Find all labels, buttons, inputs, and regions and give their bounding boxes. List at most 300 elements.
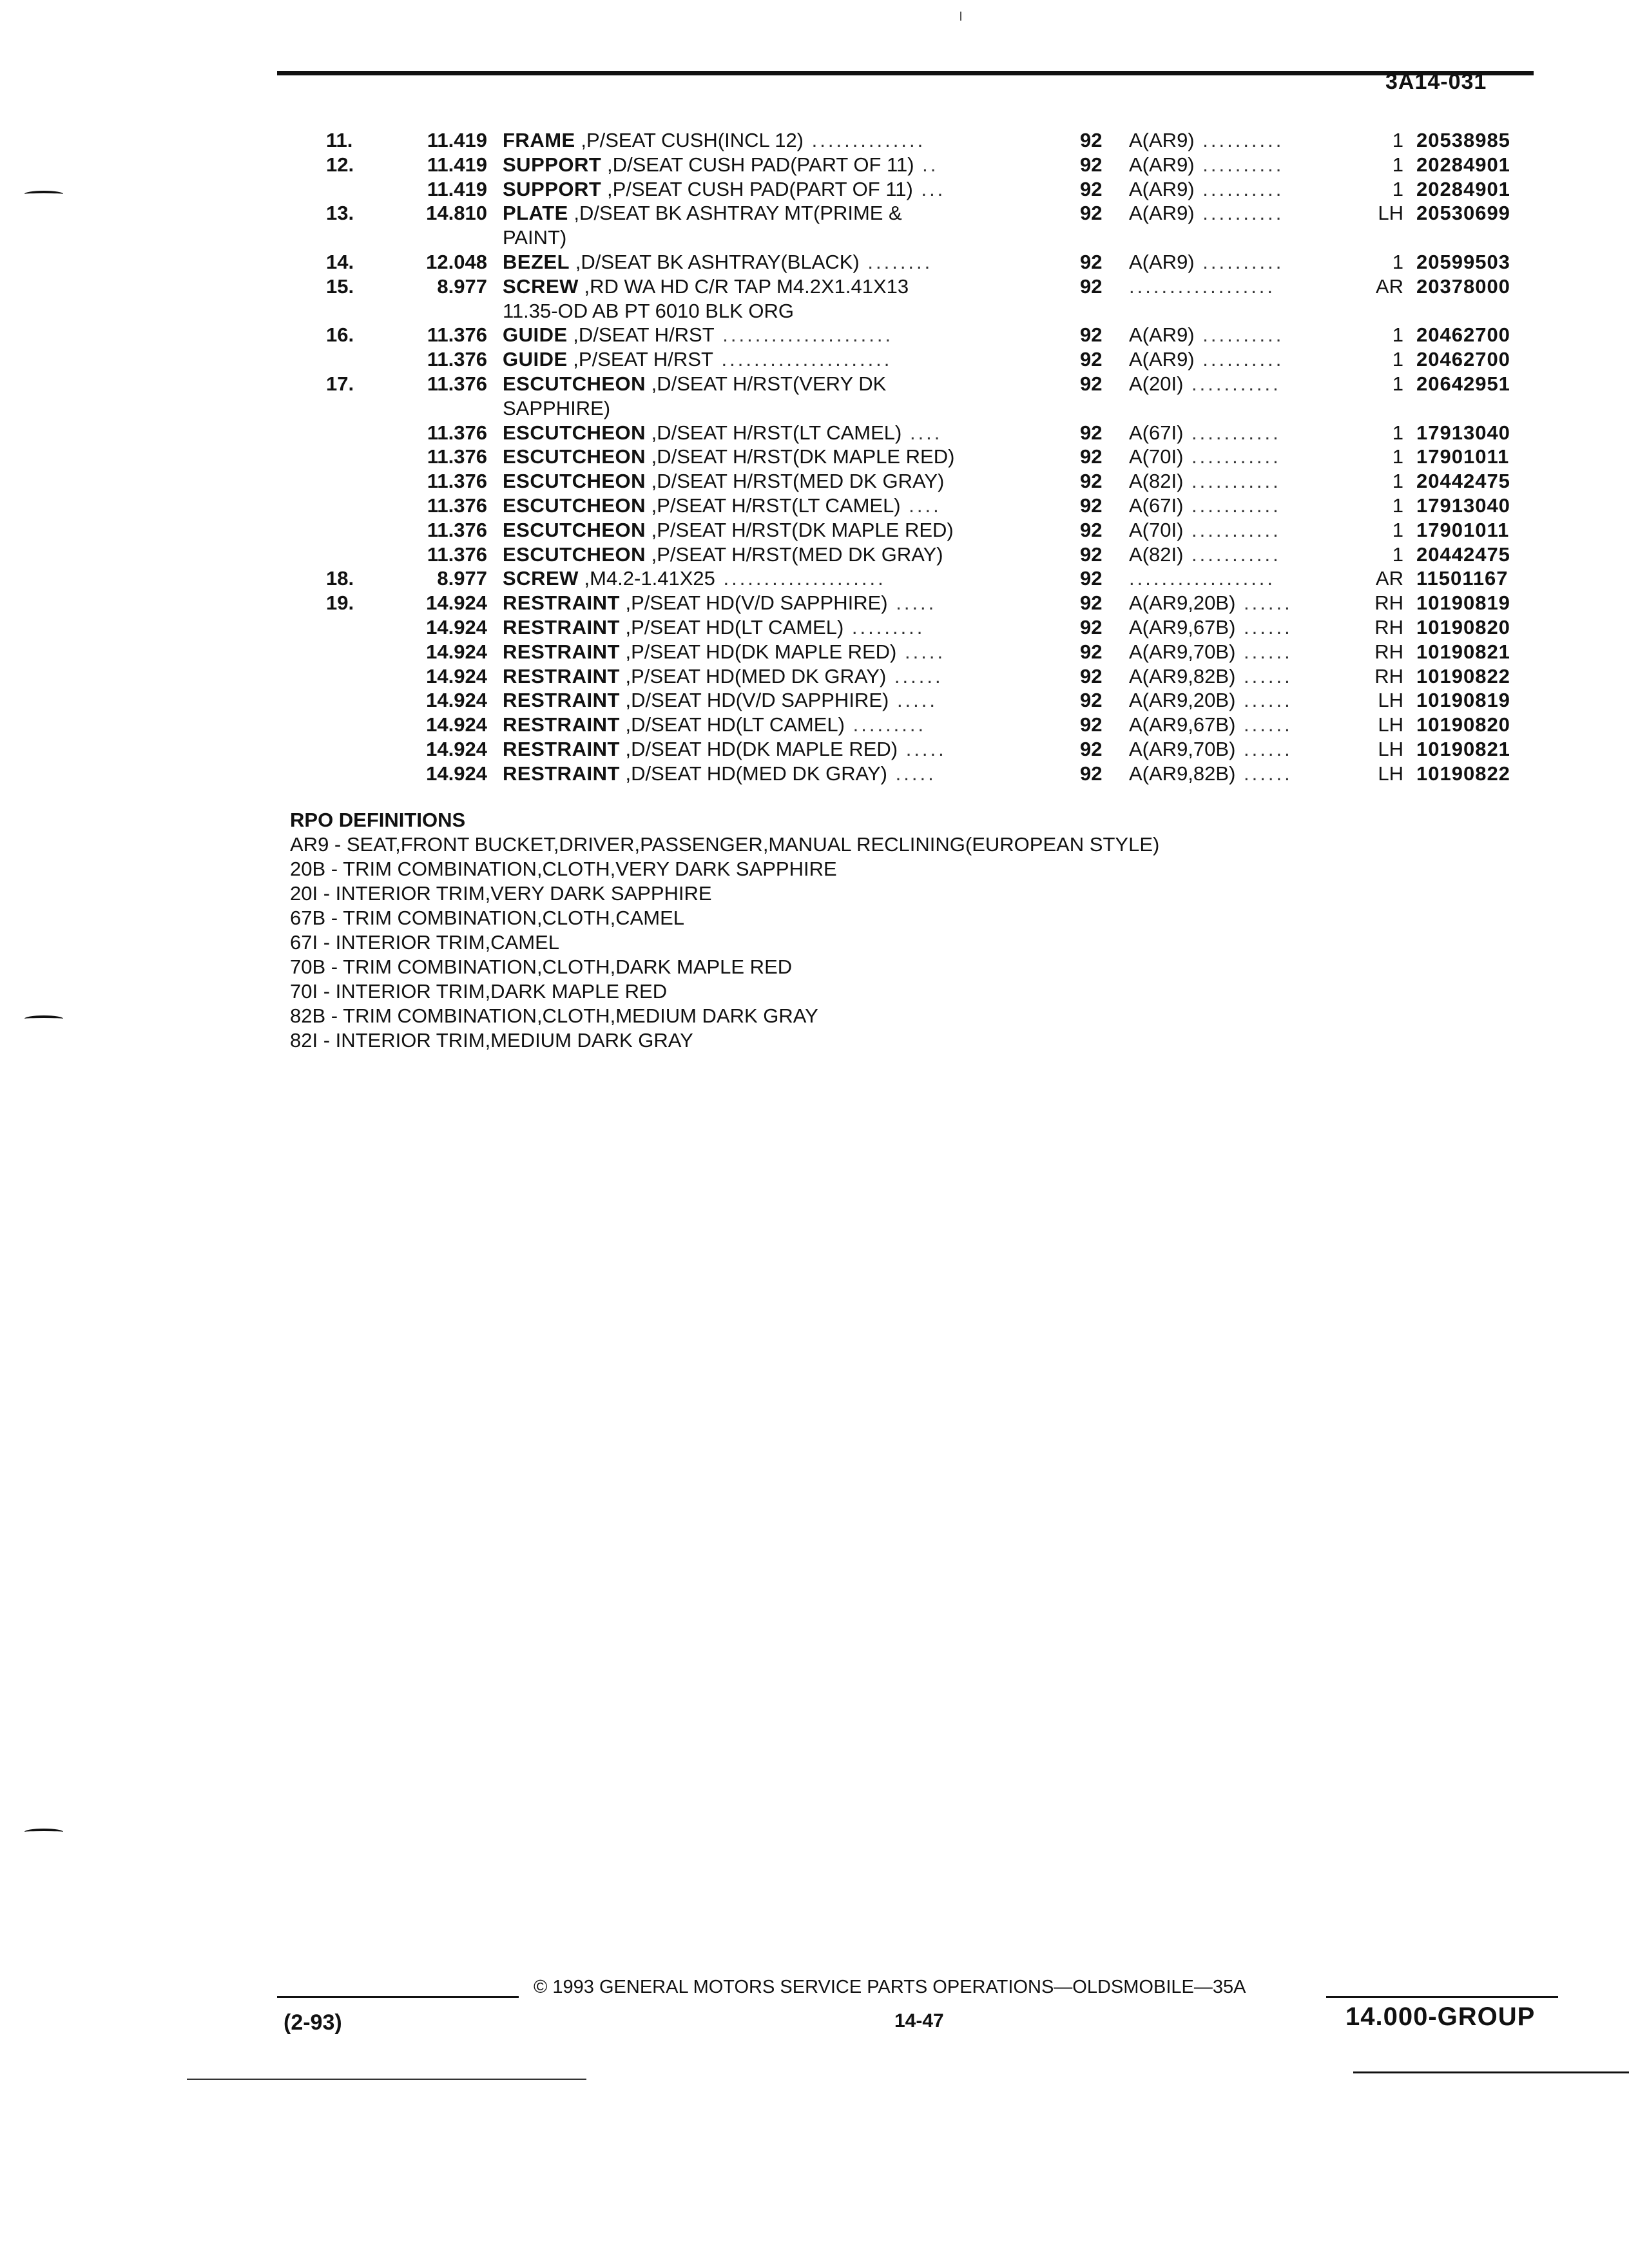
usage-code [1129, 665, 1361, 688]
part-row [0, 300, 1629, 324]
part-name: RESTRAINT [503, 689, 620, 712]
illustration-ref: 14.810 [426, 202, 487, 225]
part-row [0, 421, 1629, 446]
illustration-ref: 14.924 [426, 762, 487, 785]
illustration-ref: 14.924 [426, 664, 487, 687]
usage-code [1129, 543, 1361, 566]
item-number: 12. [326, 153, 354, 176]
footer-bottom-rule [187, 2079, 586, 2080]
illustration-ref: 11.376 [427, 421, 487, 444]
usage-text: A(AR9,67B) [1129, 615, 1236, 639]
dot-leader: ........... [1183, 372, 1281, 395]
part-number: 20442475 [1416, 470, 1510, 493]
illustration-ref: 11.376 [427, 323, 487, 347]
usage-code [1129, 713, 1361, 736]
part-name: RESTRAINT [503, 762, 620, 785]
dot-leader: .... [901, 421, 943, 444]
rpo-definitions [290, 808, 1159, 1053]
dot-leader: ...... [1235, 713, 1293, 736]
illustration-ref: 11.376 [427, 445, 487, 468]
footer-bottom-rule [1353, 2071, 1629, 2073]
part-number: 10190822 [1416, 762, 1510, 785]
rpo-definition-line: 67B - TRIM COMBINATION,CLOTH,CAMEL [290, 907, 685, 929]
model-year: 92 [1080, 640, 1103, 663]
usage-text: A(82I) [1129, 543, 1184, 566]
dot-leader: ...... [1235, 689, 1293, 712]
usage-text: A(AR9) [1129, 202, 1195, 225]
part-number: 20442475 [1416, 543, 1510, 566]
dot-leader: ........... [1183, 543, 1281, 566]
part-name: SUPPORT [503, 177, 602, 200]
dot-leader: .......... [1194, 250, 1284, 273]
dot-leader: .......... [1194, 202, 1284, 225]
quantity-side: 1 [1392, 177, 1403, 200]
dot-leader: ...... [1235, 664, 1293, 687]
desc-text: ,D/SEAT CUSH PAD(PART OF 11) [601, 153, 914, 176]
rpo-definition-line: 70I - INTERIOR TRIM,DARK MAPLE RED [290, 980, 668, 1003]
dot-leader: ..... [887, 762, 936, 785]
usage-code [1129, 640, 1361, 664]
part-description [503, 591, 1031, 615]
desc-text: ,P/SEAT CUSH PAD(PART OF 11) [601, 177, 913, 200]
footer-rule [1326, 1996, 1558, 1998]
part-row [0, 591, 1629, 616]
illustration-ref: 11.419 [427, 129, 487, 151]
desc-text: ,P/SEAT H/RST(MED DK GRAY) [646, 543, 943, 566]
quantity-side: RH [1374, 615, 1403, 639]
model-year: 92 [1080, 177, 1103, 200]
desc-text: ,RD WA HD C/R TAP M4.2X1.41X13 [578, 274, 909, 298]
part-name: ESCUTCHEON [503, 470, 646, 493]
part-row [0, 275, 1629, 300]
model-year: 92 [1080, 567, 1103, 590]
part-name: ESCUTCHEON [503, 372, 646, 395]
usage-text: A(AR9,20B) [1129, 689, 1236, 712]
part-number: 17913040 [1416, 421, 1510, 444]
usage-text: A(82I) [1129, 470, 1184, 493]
usage-text: A(AR9,82B) [1129, 762, 1236, 785]
usage-text: A(67I) [1129, 494, 1184, 517]
part-row [0, 372, 1629, 397]
quantity-side: 1 [1392, 129, 1403, 151]
quantity-side: LH [1378, 762, 1403, 785]
part-number: 17901011 [1416, 445, 1510, 468]
part-number: 10190821 [1416, 737, 1510, 760]
part-number: 17913040 [1416, 494, 1510, 517]
dot-leader: .... [900, 494, 941, 517]
quantity-side: 1 [1392, 153, 1403, 176]
usage-text: A(20I) [1129, 372, 1184, 395]
usage-text: A(AR9,70B) [1129, 737, 1236, 760]
desc-text: ,P/SEAT HD(MED DK GRAY) [619, 664, 887, 687]
part-description [503, 689, 1031, 712]
page-code: 3A14-031 [1385, 70, 1487, 94]
part-row [0, 762, 1629, 787]
part-row [0, 470, 1629, 494]
usage-text: A(AR9) [1129, 323, 1195, 347]
usage-code [1129, 251, 1361, 274]
item-number: 17. [326, 372, 354, 395]
desc-text: ,P/SEAT H/RST(DK MAPLE RED) [646, 518, 954, 541]
part-name: RESTRAINT [503, 640, 620, 663]
illustration-ref: 12.048 [426, 250, 487, 273]
usage-text: A(AR9) [1129, 250, 1195, 273]
quantity-side: 1 [1392, 323, 1403, 347]
usage-code [1129, 567, 1361, 590]
model-year: 92 [1080, 470, 1103, 493]
part-description [503, 372, 1031, 396]
usage-code [1129, 275, 1361, 298]
illustration-ref: 11.376 [427, 372, 487, 395]
part-number: 10190821 [1416, 640, 1510, 663]
header-rule [277, 71, 1534, 75]
part-description [503, 275, 1031, 298]
model-year: 92 [1080, 348, 1103, 371]
dot-leader: ........... [1183, 470, 1281, 493]
desc-text: SAPPHIRE) [503, 396, 611, 419]
usage-text: A(AR9,82B) [1129, 664, 1236, 687]
rpo-definition-line: 67I - INTERIOR TRIM,CAMEL [290, 931, 559, 954]
usage-code [1129, 616, 1361, 639]
usage-code [1129, 323, 1361, 347]
quantity-side: RH [1374, 664, 1403, 687]
footer-copyright: © 1993 GENERAL MOTORS SERVICE PARTS OPERATIONS—OLDSMOBILE—35A [534, 1977, 1246, 1997]
usage-code [1129, 372, 1361, 396]
part-number: 20599503 [1416, 250, 1510, 273]
usage-text: A(AR9) [1129, 153, 1195, 176]
desc-text: ,D/SEAT BK ASHTRAY MT(PRIME & [568, 202, 902, 225]
rpo-definition-line: 20I - INTERIOR TRIM,VERY DARK SAPPHIRE [290, 882, 712, 905]
illustration-ref: 8.977 [437, 567, 487, 590]
part-description [503, 300, 1031, 323]
part-name: ESCUTCHEON [503, 543, 646, 566]
model-year: 92 [1080, 591, 1103, 615]
desc-text: ,P/SEAT HD(LT CAMEL) [619, 615, 844, 639]
dot-leader: ...... [1235, 640, 1293, 663]
dot-leader: ..... [887, 591, 937, 615]
model-year: 92 [1080, 713, 1103, 736]
usage-text: A(AR9) [1129, 129, 1195, 151]
item-number: 15. [326, 274, 354, 298]
illustration-ref: 14.924 [426, 713, 487, 736]
part-row [0, 348, 1629, 372]
part-number: 20284901 [1416, 177, 1510, 200]
part-description [503, 178, 1031, 201]
part-number: 10190819 [1416, 689, 1510, 712]
footer-date: (2-93) [284, 2010, 342, 2035]
dot-leader: .......... [1194, 348, 1284, 371]
usage-code [1129, 762, 1361, 785]
part-description [503, 129, 1031, 152]
part-row [0, 543, 1629, 568]
item-number: 11. [326, 129, 353, 151]
part-number: 20642951 [1416, 372, 1510, 395]
part-description [503, 665, 1031, 688]
part-description [503, 762, 1031, 785]
part-name: GUIDE [503, 323, 568, 347]
illustration-ref: 11.376 [427, 348, 487, 371]
part-row [0, 665, 1629, 689]
quantity-side: 1 [1392, 372, 1403, 395]
quantity-side: 1 [1392, 348, 1403, 371]
part-description [503, 470, 1031, 493]
model-year: 92 [1080, 762, 1103, 785]
model-year: 92 [1080, 689, 1103, 712]
quantity-side: LH [1378, 713, 1403, 736]
item-number: 19. [326, 591, 354, 615]
item-number: 14. [326, 250, 354, 273]
part-number: 10190822 [1416, 664, 1510, 687]
quantity-side: AR [1375, 274, 1403, 298]
dot-leader: ...... [1235, 762, 1293, 785]
part-number: 20462700 [1416, 323, 1510, 347]
part-number: 20538985 [1416, 129, 1510, 151]
part-description [503, 519, 1031, 542]
model-year: 92 [1080, 129, 1103, 151]
desc-text: ,D/SEAT H/RST(DK MAPLE RED) [646, 445, 955, 468]
item-number: 13. [326, 202, 354, 225]
usage-code [1129, 470, 1361, 493]
part-row [0, 640, 1629, 665]
model-year: 92 [1080, 615, 1103, 639]
dot-leader: .............. [804, 129, 926, 151]
dot-leader: .......... [1194, 129, 1284, 151]
dot-leader: ......... [843, 615, 925, 639]
desc-text: ,P/SEAT CUSH(INCL 12) [575, 129, 804, 151]
quantity-side: 1 [1392, 470, 1403, 493]
desc-text: ,P/SEAT H/RST [567, 348, 713, 371]
part-name: SUPPORT [503, 153, 602, 176]
quantity-side: 1 [1392, 421, 1403, 444]
usage-text: A(67I) [1129, 421, 1184, 444]
scan-mark [960, 12, 961, 21]
dot-leader: ........... [1183, 518, 1281, 541]
desc-text: ,M4.2-1.41X25 [578, 567, 715, 590]
dot-leader: .......... [1194, 177, 1284, 200]
part-name: RESTRAINT [503, 664, 620, 687]
part-row [0, 251, 1629, 275]
model-year: 92 [1080, 372, 1103, 395]
item-number: 18. [326, 567, 354, 590]
desc-text: ,D/SEAT HD(MED DK GRAY) [619, 762, 887, 785]
part-row [0, 567, 1629, 591]
part-description [503, 640, 1031, 664]
dot-leader: ........... [1183, 421, 1281, 444]
usage-code [1129, 178, 1361, 201]
quantity-side: AR [1375, 567, 1403, 590]
dot-leader: ..... [898, 737, 947, 760]
illustration-ref: 11.376 [427, 543, 487, 566]
part-description [503, 397, 1031, 420]
footer-group: 14.000-GROUP [1345, 2003, 1536, 2031]
part-description [503, 616, 1031, 639]
usage-code [1129, 202, 1361, 225]
model-year: 92 [1080, 323, 1103, 347]
part-description [503, 543, 1031, 566]
dot-leader: .................. [1129, 567, 1276, 590]
part-description [503, 348, 1031, 371]
desc-text: ,D/SEAT HD(DK MAPLE RED) [619, 737, 898, 760]
item-number: 16. [326, 323, 354, 347]
usage-code [1129, 519, 1361, 542]
dot-leader: ... [912, 177, 946, 200]
usage-text: A(AR9,67B) [1129, 713, 1236, 736]
desc-text: ,D/SEAT H/RST(VERY DK [646, 372, 887, 395]
part-number: 11501167 [1416, 567, 1509, 590]
part-description [503, 226, 1031, 249]
footer-page-number: 14-47 [894, 2010, 944, 2032]
footer-rule [277, 1996, 519, 1998]
usage-code [1129, 591, 1361, 615]
part-row [0, 616, 1629, 640]
quantity-side: 1 [1392, 250, 1403, 273]
part-description [503, 153, 1031, 177]
part-name: RESTRAINT [503, 737, 620, 760]
dot-leader: ......... [845, 713, 927, 736]
model-year: 92 [1080, 494, 1103, 517]
rpo-definition-line: 82B - TRIM COMBINATION,CLOTH,MEDIUM DARK GRAY [290, 1004, 818, 1027]
model-year: 92 [1080, 518, 1103, 541]
model-year: 92 [1080, 202, 1103, 225]
dot-leader: .......... [1194, 153, 1284, 176]
part-row [0, 202, 1629, 226]
part-row [0, 397, 1629, 421]
part-name: SCREW [503, 274, 579, 298]
usage-code [1129, 738, 1361, 761]
illustration-ref: 14.924 [426, 640, 487, 663]
model-year: 92 [1080, 737, 1103, 760]
dot-leader: .......... [1194, 323, 1284, 347]
desc-text: ,D/SEAT H/RST(LT CAMEL) [646, 421, 902, 444]
part-number: 20462700 [1416, 348, 1510, 371]
model-year: 92 [1080, 153, 1103, 176]
quantity-side: 1 [1392, 445, 1403, 468]
illustration-ref: 11.376 [427, 494, 487, 517]
punch-hole-mark [24, 1829, 63, 1835]
desc-text: ,P/SEAT HD(V/D SAPPHIRE) [619, 591, 888, 615]
model-year: 92 [1080, 543, 1103, 566]
illustration-ref: 14.924 [426, 689, 487, 712]
parts-list [0, 129, 1629, 787]
part-name: ESCUTCHEON [503, 494, 646, 517]
illustration-ref: 14.924 [426, 737, 487, 760]
rpo-title: RPO DEFINITIONS [290, 809, 466, 831]
desc-text: ,D/SEAT H/RST(MED DK GRAY) [646, 470, 945, 493]
part-description [503, 567, 1031, 590]
quantity-side: 1 [1392, 518, 1403, 541]
usage-code [1129, 445, 1361, 468]
part-row [0, 519, 1629, 543]
usage-text: A(70I) [1129, 445, 1184, 468]
part-number: 10190819 [1416, 591, 1510, 615]
part-number: 10190820 [1416, 615, 1510, 639]
desc-text: ,P/SEAT HD(DK MAPLE RED) [619, 640, 897, 663]
quantity-side: LH [1378, 737, 1403, 760]
usage-text: A(AR9,20B) [1129, 591, 1236, 615]
usage-text: A(AR9) [1129, 348, 1195, 371]
quantity-side: LH [1378, 689, 1403, 712]
usage-code [1129, 689, 1361, 712]
dot-leader: .................. [1129, 274, 1276, 298]
part-number: 20378000 [1416, 274, 1510, 298]
quantity-side: 1 [1392, 494, 1403, 517]
part-number: 20284901 [1416, 153, 1510, 176]
desc-text: ,D/SEAT HD(LT CAMEL) [619, 713, 845, 736]
usage-text: A(AR9,70B) [1129, 640, 1236, 663]
part-name: BEZEL [503, 250, 570, 273]
part-description [503, 445, 1031, 468]
page-footer [0, 1965, 1629, 2094]
quantity-side: 1 [1392, 543, 1403, 566]
model-year: 92 [1080, 274, 1103, 298]
dot-leader: ...... [886, 664, 943, 687]
dot-leader: ........ [859, 250, 933, 273]
desc-text: PAINT) [503, 226, 567, 249]
part-description [503, 494, 1031, 517]
desc-text: ,P/SEAT H/RST(LT CAMEL) [646, 494, 901, 517]
part-row [0, 226, 1629, 251]
dot-leader: .................... [715, 567, 886, 590]
dot-leader: ..................... [714, 323, 894, 347]
rpo-definition-line: 20B - TRIM COMBINATION,CLOTH,VERY DARK SAPPHIRE [290, 858, 837, 880]
illustration-ref: 11.376 [427, 470, 487, 493]
part-row [0, 738, 1629, 762]
part-row [0, 153, 1629, 178]
model-year: 92 [1080, 250, 1103, 273]
usage-text: A(AR9) [1129, 177, 1195, 200]
usage-code [1129, 153, 1361, 177]
model-year: 92 [1080, 421, 1103, 444]
usage-code [1129, 421, 1361, 445]
part-name: RESTRAINT [503, 591, 620, 615]
part-description [503, 251, 1031, 274]
dot-leader: ..... [889, 689, 938, 712]
part-row [0, 178, 1629, 202]
rpo-lines [290, 832, 1159, 1053]
dot-leader: ...... [1235, 591, 1293, 615]
part-description [503, 713, 1031, 736]
part-name: RESTRAINT [503, 713, 620, 736]
part-row [0, 713, 1629, 738]
part-description [503, 202, 1031, 225]
dot-leader: ...... [1235, 737, 1293, 760]
part-name: GUIDE [503, 348, 568, 371]
part-name: PLATE [503, 202, 568, 225]
dot-leader: ........... [1183, 445, 1281, 468]
usage-code [1129, 348, 1361, 371]
part-number: 20530699 [1416, 202, 1510, 225]
part-description [503, 323, 1031, 347]
dot-leader: .. [914, 153, 939, 176]
desc-text: 11.35-OD AB PT 6010 BLK ORG [503, 299, 795, 322]
usage-code [1129, 494, 1361, 517]
part-description [503, 421, 1031, 445]
part-number: 10190820 [1416, 713, 1510, 736]
usage-text: A(70I) [1129, 518, 1184, 541]
part-row [0, 689, 1629, 713]
part-number: 17901011 [1416, 518, 1510, 541]
illustration-ref: 11.376 [427, 518, 487, 541]
rpo-definition-line: AR9 - SEAT,FRONT BUCKET,DRIVER,PASSENGER,MANUAL RECLINING(EUROPEAN STYLE) [290, 833, 1160, 856]
desc-text: ,D/SEAT H/RST [567, 323, 715, 347]
dot-leader: ...... [1235, 615, 1293, 639]
part-name: FRAME [503, 129, 575, 151]
part-row [0, 323, 1629, 348]
part-row [0, 445, 1629, 470]
quantity-side: RH [1374, 591, 1403, 615]
part-row [0, 129, 1629, 153]
model-year: 92 [1080, 445, 1103, 468]
